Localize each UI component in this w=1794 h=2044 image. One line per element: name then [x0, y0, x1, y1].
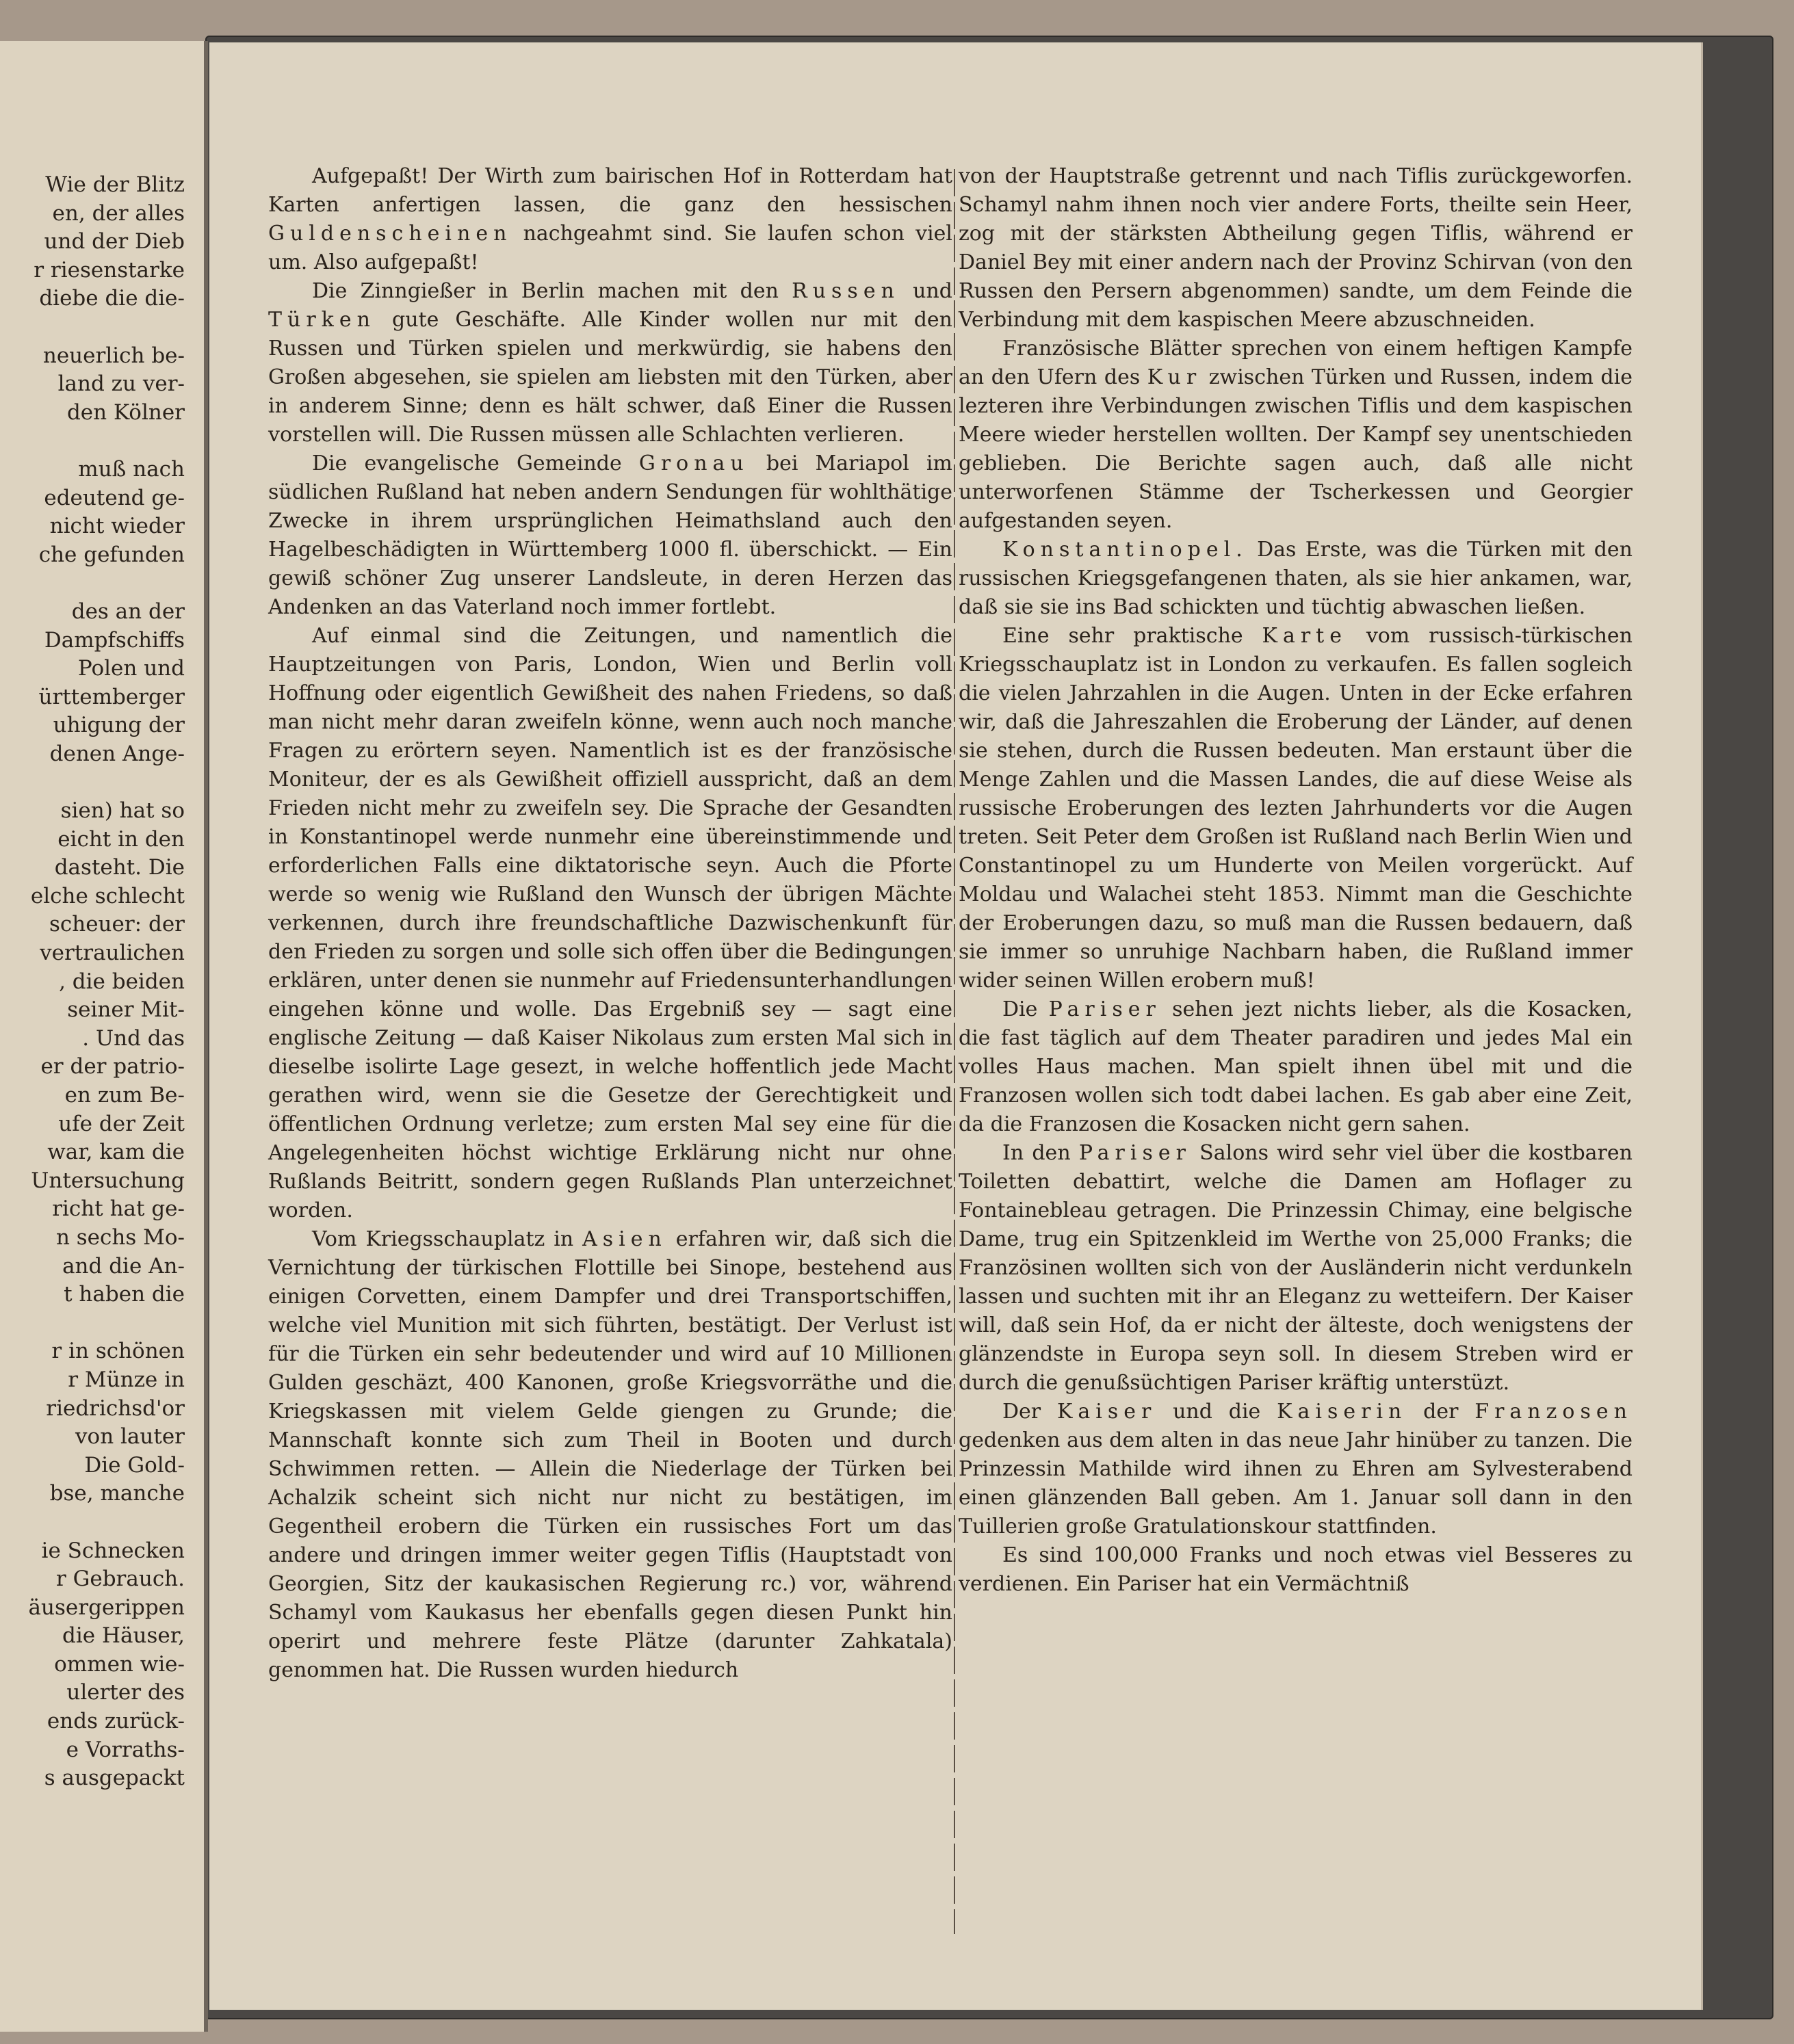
- text: erfahren wir, daß sich die Vernichtung der türkischen Flottille bei Sinope, bestehend aus einigen Corvetten, einem Dampfer und drei Transportschiffen, welche viel Munition mit sich führten, bestätigt. Der Verlust ist für die Türken ein sehr bedeutender und wird auf 10 Millionen Gulden geschäzt, 400 Kanonen, große Kriegsvorräthe und die Kriegskassen mit vielem Gelde giengen zu Grunde; die Mannschaft konnte sich zum Theil in Booten und durch Schwimmen retten. — Allein die Niederlage der Türken bei Achalzik scheint sich nicht nur nicht zu bestätigen, im Gegentheil erobern die Türken ein russisches Fort um das andere und dringen immer weiter gegen Tiflis (Hauptstadt von Georgien, Sitz der kaukasischen Regierung rc.) vor, während Schamyl vom Kaukasus her ebenfalls gegen diesen Punkt hin operirt und mehrere feste Plätze (darunter Zahkatala) genommen hat. Die Russen wurden hiedurch: [268, 1227, 952, 1682]
- article-salons: [959, 1139, 1633, 1398]
- left-page-line: en zum Be-: [64, 1083, 185, 1108]
- left-page-line: riedrichsd'or: [46, 1396, 185, 1421]
- spaced-word: Franzosen: [1474, 1400, 1633, 1424]
- left-page-line: Die Gold-: [84, 1452, 185, 1478]
- left-page-line: äusergerippen: [28, 1595, 185, 1620]
- left-page-line: muß nach: [78, 456, 185, 482]
- left-page-line: dasteht. Die: [54, 855, 185, 880]
- left-page-line: ommen wie-: [54, 1651, 185, 1677]
- article-asien: [268, 1225, 952, 1685]
- left-page-line: sien) hat so: [60, 798, 185, 824]
- left-page-line: r Gebrauch.: [55, 1567, 185, 1592]
- text: Aufgepaßt! Der Wirth zum bairischen Hof in Rotterdam hat Karten anfertigen lassen, die ganz den hessischen: [268, 164, 952, 217]
- article-karte: [959, 622, 1633, 995]
- left-page-line: richt hat ge-: [52, 1196, 185, 1222]
- text: Eine sehr praktische: [1002, 624, 1243, 648]
- text: und: [913, 279, 952, 303]
- left-page-line: r riesenstarke: [34, 257, 185, 283]
- article-konstantinopel: [959, 536, 1633, 622]
- left-page-line: und der Dieb: [44, 229, 185, 254]
- left-page-line: Untersuchung: [31, 1168, 185, 1193]
- left-page-line: Polen und: [77, 656, 185, 681]
- text: der: [1423, 1400, 1459, 1424]
- spaced-word: Asien: [582, 1227, 667, 1251]
- left-page-line: bse, manche: [49, 1481, 185, 1506]
- article-vermaechtniss: Es sind 100,000 Franks und noch etwas viel Besseres zu verdienen. Ein Pariser hat ein Vermächtniß: [959, 1543, 1633, 1596]
- text: bei Mariapol im südlichen Rußland hat neben andern Sendungen für wohlthätige Zwecke in ihrem ursprünglichen Heimathsland auch den Hagelbeschädigten in Württemberg 1000 fl. überschickt. — Ein gewiß schöner Zug unserer Landsleute, in deren Herzen das Andenken an das Vaterland noch immer fortlebt.: [268, 451, 952, 619]
- left-page-line: neuerlich be-: [42, 343, 185, 368]
- left-page-line: von lauter: [75, 1424, 185, 1450]
- left-page-fragment: [0, 41, 208, 2032]
- article-gronau: [268, 449, 952, 622]
- left-page-line: vertraulichen: [40, 941, 185, 966]
- left-page-line: scheuer: der: [49, 912, 185, 937]
- text: Die: [1002, 997, 1038, 1021]
- text: Salons wird sehr viel über die kostbaren Toiletten debattirt, welche die Damen am Hoflager zu Fontainebleau getragen. Die Prinzessin Chimay, eine belgische Dame, trug ein Spitzenkleid im Werthe von 25,000 Franks; die Französinen wollten sich von der Ausländerin nicht verdunkeln lassen und suchten mit ihr an Eleganz zu wetteifern. Der Kaiser will, daß sein Hof, da er nicht der älteste, doch wenigstens der glänzendste in Europa seyn soll. In diesem Streben wird er durch die genußsüchtigen Pariser kräftig unterstüzt.: [959, 1141, 1633, 1395]
- left-page-line: [0, 768, 185, 797]
- left-page-line: r Münze in: [68, 1367, 185, 1392]
- spaced-word: Kur: [1147, 365, 1202, 389]
- text: nachgeahmt sind. Sie laufen schon viel um. Also aufgepaßt!: [268, 222, 952, 274]
- spaced-word: Karte: [1262, 624, 1347, 648]
- left-page-line: den Kölner: [66, 399, 185, 425]
- left-page-line: eicht in den: [57, 826, 185, 852]
- left-page-line: . Und das: [82, 1025, 185, 1051]
- text: Das Erste, was die Türken mit den russischen Kriegsgefangenen thaten, als sie hier ankamen, war, daß sie sie ins Bad schickten und tüchtig abwaschen ließen.: [959, 538, 1633, 619]
- left-page-line: n sechs Mo-: [55, 1224, 185, 1250]
- column-divider: [954, 169, 955, 1934]
- article-kaiser: [959, 1398, 1633, 1541]
- spaced-word: Pariser: [1078, 1141, 1191, 1165]
- left-page-line: Dampfschiffs: [44, 627, 185, 653]
- newspaper-page: [209, 42, 1703, 2010]
- text: Die Zinngießer in Berlin machen mit den: [312, 279, 779, 303]
- left-page-line: er der patrio-: [40, 1054, 185, 1079]
- spaced-word: Kaiserin: [1277, 1400, 1407, 1424]
- left-page-line: elche schlecht: [30, 883, 185, 908]
- spaced-word: Kaiser: [1056, 1400, 1157, 1424]
- text: sehen jezt nichts lieber, als die Kosacken, die fast täglich auf dem Theater paradiren und jedes Mal ein volles Haus machen. Man spielt ihnen übel mit und die Franzosen wollen sich todt dabei lachen. Es gab aber eine Zeit, da die Franzosen die Kosacken nicht gern sahen.: [959, 997, 1633, 1136]
- left-page-line: denen Ange-: [49, 741, 185, 766]
- left-page-line: ulerter des: [66, 1680, 185, 1705]
- left-page-line: , die beiden: [59, 969, 185, 994]
- left-page-line: t haben die: [64, 1282, 185, 1307]
- text: In den: [1002, 1141, 1071, 1165]
- spaced-word: Türken: [268, 308, 376, 332]
- spaced-word: Gronau: [638, 451, 749, 475]
- left-page-line: [0, 1508, 185, 1537]
- left-page-line: [0, 1309, 185, 1338]
- spaced-word: Konstantinopel.: [1002, 538, 1248, 562]
- left-page-line: [0, 427, 185, 456]
- left-page-line: ufe der Zeit: [58, 1111, 185, 1136]
- article-kur: [959, 335, 1633, 536]
- left-page-line: uhigung der: [53, 713, 185, 738]
- article-rotterdam: [268, 162, 952, 277]
- left-page-line: e Vorraths-: [66, 1737, 185, 1762]
- text: Vom Kriegsschauplatz in: [312, 1227, 574, 1251]
- left-page-line: ends zurück-: [47, 1709, 185, 1734]
- text: zwischen Türken und Russen, indem die lezteren ihre Verbindungen zwischen Tiflis und dem kaspischen Meere wieder herstellen wollten. Der Kampf sey unentschieden geblieben. Die Berichte sagen auch, daß alle nicht unterworfenen Stämme der Tscherkessen und Georgier aufgestanden seyen.: [959, 365, 1633, 533]
- text: Französische Blätter sprechen von einem heftigen Kampfe an den Ufern des: [959, 337, 1633, 389]
- left-page-line: Wie der Blitz: [45, 172, 185, 197]
- article-pariser: [959, 995, 1633, 1139]
- left-page-line: and die An-: [62, 1253, 185, 1279]
- left-page-line: war, kam die: [47, 1140, 185, 1165]
- left-column: [268, 162, 952, 1685]
- text: Die evangelische Gemeinde: [312, 451, 622, 475]
- spaced-word: Pariser: [1048, 997, 1161, 1021]
- left-page-line: r in schönen: [51, 1339, 185, 1364]
- left-page-line: ie Schnecken: [41, 1538, 185, 1563]
- left-page-lines: [0, 171, 185, 1793]
- left-page-line: die Häuser,: [62, 1623, 185, 1649]
- left-page-line: edeutend ge-: [44, 485, 185, 510]
- spaced-word: Russen: [792, 279, 900, 303]
- left-page-line: [0, 569, 185, 598]
- article-zinngiesser: [268, 277, 952, 449]
- text: vom russisch-türkischen Kriegsschauplatz ist in London zu verkaufen. Es fallen sogleich die vielen Jahrzahlen in die Augen. Unten in der Ecke erfahren wir, daß die Jahreszahlen die Eroberung der Länder, auf denen sie stehen, durch die Russen bedeuten. Man erstaunt über die Menge Zahlen und die Massen Landes, die auf diese Weise als russische Eroberungen des lezten Jahrhunderts vor die Augen treten. Seit Peter dem Großen ist Rußland nach Berlin Wien und Constantinopel zu um Hunderte von Meilen vorgerückt. Auf Moldau und Walachei steht 1853. Nimmt man die Geschichte der Eroberungen dazu, so muß man die Russen bedauern, daß sie immer so unruhige Nachbarn haben, die Rußland immer wider seinen Willen erobern muß!: [959, 624, 1633, 993]
- article-tiflis-continued: von der Hauptstraße getrennt und nach Tiflis zurückgeworfen. Schamyl nahm ihnen noch vier andere Forts, theilte sein Heer, zog mit der stärksten Abtheilung gegen Tiflis, während er Daniel Bey mit einer andern nach der Provinz Schirvan (von den Russen den Persern abgenommen) sandte, um dem Feinde die Verbindung mit dem kaspischen Meere abzuschneiden.: [959, 164, 1633, 332]
- left-page-line: [0, 313, 185, 342]
- text: gute Geschäfte. Alle Kinder wollen nur mit den Russen und Türken spielen und merkwürdig, sie habens den Großen abgesehen, sie spielen am liebsten mit den Türken, aber in anderem Sinne; denn es hält schwer, daß Einer die Russen vorstellen will. Die Russen müssen alle Schlachten verlieren.: [268, 308, 952, 447]
- left-page-line: che gefunden: [38, 542, 185, 567]
- left-page-line: s ausgepackt: [44, 1766, 185, 1791]
- left-page-line: des an der: [71, 599, 185, 624]
- left-page-line: nicht wieder: [49, 514, 185, 539]
- text: Der: [1002, 1400, 1041, 1424]
- right-column: [959, 162, 1633, 1599]
- left-page-line: en, der alles: [52, 200, 185, 226]
- text: gedenken aus dem alten in das neue Jahr hinüber zu tanzen. Die Prinzessin Mathilde wird ihnen zu Ehren am Sylvesterabend einen glänzenden Ball geben. Am 1. Januar soll dann in den Tuillerien große Gratulationskour stattfinden.: [959, 1428, 1633, 1538]
- left-page-line: land zu ver-: [57, 371, 185, 397]
- article-frieden: Auf einmal sind die Zeitungen, und namentlich die Hauptzeitungen von Paris, London, Wien und Berlin voll Hoffnung oder eigentlich Gewißheit des nahen Friedens, so daß man nicht mehr daran zweifeln könne, wenn auch noch manche Fragen zu erörtern seyen. Namentlich ist es der französische Moniteur, der es als Gewißheit offiziell ausspricht, daß an dem Frieden nicht mehr zu zweifeln sey. Die Sprache der Gesandten in Konstantinopel werde nunmehr eine übereinstimmende und erforderlichen Falls eine diktatorische seyn. Auch die Pforte werde so wenig wie Rußland den Wunsch der übrigen Mächte verkennen, durch ihre freundschaftliche Dazwischenkunft für den Frieden zu sorgen und solle sich offen über die Bedingungen erklären, unter denen sie nunmehr auf Friedensunterhandlungen eingehen könne und wolle. Das Ergebniß sey — sagt eine englische Zeitung — daß Kaiser Nikolaus zum ersten Mal sich in dieselbe isolirte Lage gesezt, in welche hoffentlich jede Macht gerathen wird, wenn sie die Gesetze der Gerechtigkeit und öffentlichen Ordnung verletze; zum ersten Mal sey eine für die Angelegenheiten höchst wichtige Erklärung nicht nur ohne Rußlands Beitritt, sondern gegen Rußlands Plan unterzeichnet worden.: [268, 624, 952, 1222]
- left-page-line: diebe die die-: [39, 286, 185, 311]
- spaced-word: Guldenscheinen: [268, 222, 512, 246]
- left-page-line: seiner Mit-: [67, 997, 185, 1023]
- left-page-line: ürttemberger: [38, 684, 185, 709]
- text: und die: [1173, 1400, 1261, 1424]
